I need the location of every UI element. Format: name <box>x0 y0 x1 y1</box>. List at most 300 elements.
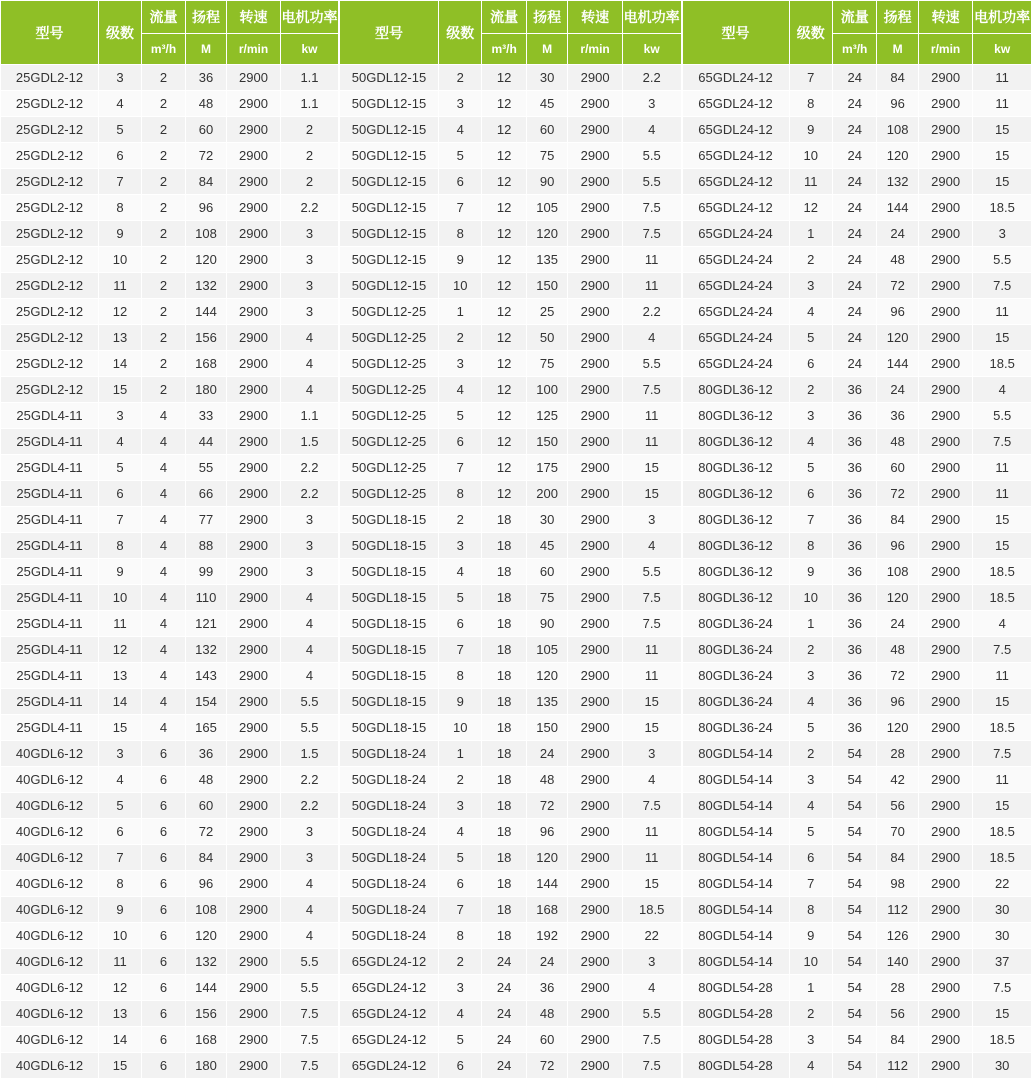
cell-power: 4 <box>973 611 1032 637</box>
cell-speed: 2900 <box>568 741 623 767</box>
cell-flow: 18 <box>482 585 526 611</box>
cell-flow: 24 <box>832 65 876 91</box>
cell-flow: 12 <box>482 169 526 195</box>
table-row <box>682 637 1032 663</box>
cell-flow: 2 <box>142 247 186 273</box>
header-row-title <box>340 1 682 34</box>
cell-flow: 6 <box>142 845 186 871</box>
cell-speed: 2900 <box>918 715 973 741</box>
cell-model: 65GDL24-24 <box>682 325 789 351</box>
cell-speed: 2900 <box>918 143 973 169</box>
cell-flow: 4 <box>142 507 186 533</box>
cell-speed: 2900 <box>918 923 973 949</box>
col-unit-power: kw <box>973 34 1032 65</box>
cell-speed: 2900 <box>568 845 623 871</box>
cell-stages: 4 <box>789 299 832 325</box>
cell-head: 60 <box>186 793 227 819</box>
cell-speed: 2900 <box>568 897 623 923</box>
cell-power: 4 <box>281 351 339 377</box>
cell-speed: 2900 <box>568 195 623 221</box>
cell-stages: 5 <box>789 819 832 845</box>
table-row <box>1 1053 339 1079</box>
cell-head: 120 <box>877 325 918 351</box>
cell-power: 30 <box>973 1053 1032 1079</box>
cell-power: 11 <box>622 663 681 689</box>
cell-model: 50GDL18-24 <box>340 793 439 819</box>
cell-stages: 9 <box>439 689 482 715</box>
cell-model: 40GDL6-12 <box>1 819 99 845</box>
cell-model: 40GDL6-12 <box>1 793 99 819</box>
cell-head: 84 <box>186 169 227 195</box>
cell-stages: 8 <box>789 897 832 923</box>
header-row-title <box>1 1 339 34</box>
cell-speed: 2900 <box>227 767 281 793</box>
cell-stages: 2 <box>789 741 832 767</box>
cell-speed: 2900 <box>918 273 973 299</box>
cell-flow: 36 <box>832 715 876 741</box>
cell-head: 200 <box>526 481 567 507</box>
col-header-head: 扬程 <box>877 1 918 34</box>
cell-power: 7.5 <box>622 377 681 403</box>
cell-stages: 1 <box>789 975 832 1001</box>
col-header-model: 型号 <box>1 1 99 65</box>
cell-speed: 2900 <box>568 793 623 819</box>
cell-stages: 3 <box>789 663 832 689</box>
table-row <box>1 247 339 273</box>
table-row <box>1 793 339 819</box>
cell-stages: 3 <box>99 65 142 91</box>
cell-flow: 2 <box>142 195 186 221</box>
table-header-block-2 <box>340 1 682 65</box>
cell-model: 25GDL2-12 <box>1 221 99 247</box>
cell-power: 5.5 <box>622 559 681 585</box>
cell-stages: 9 <box>99 897 142 923</box>
cell-stages: 12 <box>99 637 142 663</box>
cell-model: 80GDL54-28 <box>682 1053 789 1079</box>
cell-head: 70 <box>877 819 918 845</box>
table-row <box>340 897 682 923</box>
cell-head: 24 <box>877 221 918 247</box>
cell-stages: 7 <box>439 637 482 663</box>
cell-stages: 14 <box>99 351 142 377</box>
cell-power: 4 <box>281 325 339 351</box>
cell-head: 72 <box>877 273 918 299</box>
col-header-stages: 级数 <box>99 1 142 65</box>
cell-flow: 12 <box>482 299 526 325</box>
cell-stages: 14 <box>99 1027 142 1053</box>
cell-flow: 36 <box>832 377 876 403</box>
cell-flow: 6 <box>142 897 186 923</box>
cell-model: 80GDL36-12 <box>682 507 789 533</box>
cell-model: 80GDL36-24 <box>682 715 789 741</box>
table-row <box>682 247 1032 273</box>
cell-head: 24 <box>877 611 918 637</box>
table-row <box>340 429 682 455</box>
table-row <box>340 247 682 273</box>
cell-speed: 2900 <box>568 871 623 897</box>
cell-model: 40GDL6-12 <box>1 1053 99 1079</box>
cell-stages: 8 <box>789 91 832 117</box>
cell-speed: 2900 <box>568 117 623 143</box>
cell-flow: 12 <box>482 351 526 377</box>
table-row <box>682 299 1032 325</box>
cell-flow: 18 <box>482 897 526 923</box>
table-row <box>340 403 682 429</box>
cell-head: 30 <box>526 65 567 91</box>
cell-power: 3 <box>622 949 681 975</box>
cell-model: 65GDL24-12 <box>340 1027 439 1053</box>
table-row <box>1 533 339 559</box>
cell-model: 25GDL4-11 <box>1 689 99 715</box>
cell-speed: 2900 <box>918 975 973 1001</box>
cell-head: 24 <box>526 949 567 975</box>
cell-model: 80GDL54-14 <box>682 819 789 845</box>
cell-head: 90 <box>526 169 567 195</box>
cell-speed: 2900 <box>568 559 623 585</box>
cell-model: 25GDL4-11 <box>1 663 99 689</box>
cell-power: 5.5 <box>281 689 339 715</box>
cell-speed: 2900 <box>568 325 623 351</box>
table-row <box>340 299 682 325</box>
cell-stages: 2 <box>789 377 832 403</box>
cell-head: 112 <box>877 1053 918 1079</box>
cell-head: 156 <box>186 325 227 351</box>
cell-model: 40GDL6-12 <box>1 741 99 767</box>
cell-power: 15 <box>622 715 681 741</box>
cell-power: 15 <box>973 117 1032 143</box>
table-row <box>340 637 682 663</box>
cell-model: 80GDL54-14 <box>682 949 789 975</box>
cell-flow: 6 <box>142 741 186 767</box>
cell-power: 3 <box>622 741 681 767</box>
table-row <box>682 221 1032 247</box>
cell-stages: 15 <box>99 715 142 741</box>
cell-flow: 24 <box>832 169 876 195</box>
cell-model: 25GDL2-12 <box>1 247 99 273</box>
cell-stages: 10 <box>99 923 142 949</box>
cell-flow: 12 <box>482 117 526 143</box>
cell-stages: 2 <box>439 767 482 793</box>
cell-power: 11 <box>622 403 681 429</box>
cell-head: 150 <box>526 273 567 299</box>
col-unit-flow: m³/h <box>832 34 876 65</box>
cell-power: 5.5 <box>973 247 1032 273</box>
cell-flow: 18 <box>482 611 526 637</box>
table-row <box>682 715 1032 741</box>
cell-speed: 2900 <box>568 273 623 299</box>
cell-speed: 2900 <box>918 221 973 247</box>
cell-power: 11 <box>973 455 1032 481</box>
cell-model: 50GDL18-15 <box>340 533 439 559</box>
cell-stages: 3 <box>789 1027 832 1053</box>
cell-stages: 11 <box>99 949 142 975</box>
cell-flow: 12 <box>482 143 526 169</box>
cell-flow: 18 <box>482 923 526 949</box>
table-row <box>340 273 682 299</box>
cell-speed: 2900 <box>227 247 281 273</box>
cell-stages: 10 <box>789 585 832 611</box>
cell-power: 2.2 <box>622 65 681 91</box>
cell-stages: 6 <box>99 819 142 845</box>
cell-stages: 7 <box>789 65 832 91</box>
cell-head: 120 <box>877 585 918 611</box>
table-row <box>1 819 339 845</box>
cell-flow: 24 <box>832 351 876 377</box>
cell-flow: 54 <box>832 767 876 793</box>
table-row <box>1 117 339 143</box>
cell-stages: 6 <box>439 611 482 637</box>
cell-speed: 2900 <box>568 143 623 169</box>
cell-head: 55 <box>186 455 227 481</box>
cell-model: 80GDL54-28 <box>682 975 789 1001</box>
table-row <box>1 299 339 325</box>
table-row <box>1 637 339 663</box>
table-header-block-3 <box>682 1 1032 65</box>
cell-head: 108 <box>186 221 227 247</box>
cell-model: 40GDL6-12 <box>1 871 99 897</box>
cell-head: 48 <box>186 767 227 793</box>
cell-speed: 2900 <box>568 247 623 273</box>
table-row <box>682 455 1032 481</box>
cell-model: 65GDL24-12 <box>682 65 789 91</box>
cell-stages: 10 <box>99 585 142 611</box>
cell-stages: 1 <box>439 741 482 767</box>
cell-power: 15 <box>973 169 1032 195</box>
table-row <box>682 871 1032 897</box>
cell-stages: 5 <box>439 585 482 611</box>
cell-speed: 2900 <box>227 299 281 325</box>
cell-model: 25GDL2-12 <box>1 273 99 299</box>
cell-flow: 2 <box>142 117 186 143</box>
cell-power: 18.5 <box>973 715 1032 741</box>
cell-head: 100 <box>526 377 567 403</box>
cell-speed: 2900 <box>568 949 623 975</box>
cell-flow: 6 <box>142 1053 186 1079</box>
cell-stages: 13 <box>99 325 142 351</box>
cell-power: 18.5 <box>973 819 1032 845</box>
cell-stages: 7 <box>789 507 832 533</box>
cell-power: 18.5 <box>973 351 1032 377</box>
table-row <box>1 845 339 871</box>
cell-speed: 2900 <box>227 221 281 247</box>
cell-flow: 24 <box>832 117 876 143</box>
cell-model: 80GDL36-12 <box>682 403 789 429</box>
col-header-flow: 流量 <box>832 1 876 34</box>
cell-flow: 4 <box>142 481 186 507</box>
cell-head: 72 <box>526 1053 567 1079</box>
cell-power: 5.5 <box>622 351 681 377</box>
cell-model: 40GDL6-12 <box>1 845 99 871</box>
cell-head: 144 <box>877 195 918 221</box>
cell-power: 2.2 <box>281 793 339 819</box>
cell-stages: 3 <box>99 741 142 767</box>
cell-head: 144 <box>877 351 918 377</box>
cell-power: 3 <box>281 819 339 845</box>
cell-power: 2.2 <box>281 195 339 221</box>
cell-speed: 2900 <box>918 169 973 195</box>
cell-head: 192 <box>526 923 567 949</box>
cell-stages: 3 <box>439 533 482 559</box>
cell-model: 65GDL24-24 <box>682 273 789 299</box>
cell-speed: 2900 <box>568 377 623 403</box>
cell-power: 2.2 <box>281 767 339 793</box>
cell-power: 15 <box>973 793 1032 819</box>
cell-power: 7.5 <box>622 1027 681 1053</box>
cell-flow: 36 <box>832 429 876 455</box>
table-row <box>1 195 339 221</box>
cell-model: 50GDL18-15 <box>340 559 439 585</box>
table-row <box>1 403 339 429</box>
cell-stages: 2 <box>789 637 832 663</box>
table-row <box>340 949 682 975</box>
cell-power: 3 <box>973 221 1032 247</box>
cell-model: 40GDL6-12 <box>1 767 99 793</box>
cell-stages: 7 <box>99 507 142 533</box>
cell-head: 132 <box>186 273 227 299</box>
cell-power: 3 <box>281 273 339 299</box>
col-header-speed: 转速 <box>227 1 281 34</box>
cell-power: 7.5 <box>622 1053 681 1079</box>
table-row <box>682 585 1032 611</box>
cell-speed: 2900 <box>227 845 281 871</box>
cell-head: 120 <box>186 923 227 949</box>
cell-flow: 12 <box>482 377 526 403</box>
cell-speed: 2900 <box>918 247 973 273</box>
cell-stages: 3 <box>99 403 142 429</box>
cell-speed: 2900 <box>227 611 281 637</box>
col-header-model: 型号 <box>340 1 439 65</box>
cell-power: 7.5 <box>973 741 1032 767</box>
cell-model: 65GDL24-12 <box>682 169 789 195</box>
cell-model: 50GDL18-24 <box>340 897 439 923</box>
cell-model: 50GDL12-15 <box>340 247 439 273</box>
cell-model: 50GDL12-25 <box>340 299 439 325</box>
cell-stages: 8 <box>99 533 142 559</box>
cell-model: 65GDL24-24 <box>682 299 789 325</box>
cell-head: 120 <box>526 221 567 247</box>
cell-head: 60 <box>186 117 227 143</box>
cell-power: 11 <box>622 429 681 455</box>
cell-stages: 15 <box>99 377 142 403</box>
cell-model: 65GDL24-12 <box>340 1001 439 1027</box>
cell-flow: 54 <box>832 741 876 767</box>
cell-power: 4 <box>622 533 681 559</box>
cell-stages: 3 <box>439 975 482 1001</box>
cell-power: 4 <box>281 377 339 403</box>
cell-speed: 2900 <box>918 403 973 429</box>
cell-head: 48 <box>877 247 918 273</box>
table-row <box>340 65 682 91</box>
cell-model: 80GDL36-12 <box>682 533 789 559</box>
table-row <box>340 793 682 819</box>
cell-stages: 13 <box>99 1001 142 1027</box>
cell-power: 30 <box>973 923 1032 949</box>
cell-model: 65GDL24-24 <box>682 351 789 377</box>
table-row <box>682 689 1032 715</box>
cell-speed: 2900 <box>918 871 973 897</box>
table-row <box>340 767 682 793</box>
cell-power: 5.5 <box>281 975 339 1001</box>
table-row <box>682 819 1032 845</box>
cell-head: 108 <box>877 117 918 143</box>
cell-head: 120 <box>526 663 567 689</box>
cell-stages: 3 <box>789 767 832 793</box>
cell-power: 30 <box>973 897 1032 923</box>
cell-speed: 2900 <box>918 533 973 559</box>
table-row <box>1 169 339 195</box>
cell-stages: 4 <box>99 429 142 455</box>
cell-model: 80GDL54-28 <box>682 1027 789 1053</box>
cell-model: 80GDL36-24 <box>682 689 789 715</box>
cell-speed: 2900 <box>568 351 623 377</box>
cell-power: 11 <box>622 845 681 871</box>
col-header-stages: 级数 <box>789 1 832 65</box>
cell-stages: 9 <box>789 559 832 585</box>
cell-speed: 2900 <box>568 585 623 611</box>
cell-head: 135 <box>526 247 567 273</box>
cell-stages: 3 <box>789 403 832 429</box>
cell-flow: 18 <box>482 793 526 819</box>
cell-flow: 36 <box>832 559 876 585</box>
table-row <box>1 767 339 793</box>
cell-head: 168 <box>186 1027 227 1053</box>
spec-table-block-3 <box>682 0 1032 1079</box>
cell-head: 25 <box>526 299 567 325</box>
table-row <box>340 117 682 143</box>
cell-model: 50GDL18-15 <box>340 637 439 663</box>
table-row <box>1 481 339 507</box>
cell-power: 3 <box>622 91 681 117</box>
cell-head: 126 <box>877 923 918 949</box>
cell-head: 180 <box>186 377 227 403</box>
cell-head: 132 <box>186 637 227 663</box>
cell-head: 56 <box>877 1001 918 1027</box>
cell-flow: 54 <box>832 1001 876 1027</box>
table-row <box>682 377 1032 403</box>
cell-speed: 2900 <box>918 689 973 715</box>
cell-stages: 8 <box>439 221 482 247</box>
cell-stages: 6 <box>789 845 832 871</box>
cell-power: 15 <box>622 455 681 481</box>
col-unit-speed: r/min <box>568 34 623 65</box>
cell-stages: 6 <box>439 871 482 897</box>
cell-speed: 2900 <box>227 949 281 975</box>
cell-speed: 2900 <box>568 1027 623 1053</box>
cell-head: 96 <box>877 533 918 559</box>
cell-stages: 11 <box>789 169 832 195</box>
cell-speed: 2900 <box>918 429 973 455</box>
cell-flow: 36 <box>832 663 876 689</box>
cell-model: 50GDL18-15 <box>340 689 439 715</box>
cell-model: 80GDL36-12 <box>682 481 789 507</box>
cell-power: 1.1 <box>281 65 339 91</box>
cell-head: 135 <box>526 689 567 715</box>
cell-head: 77 <box>186 507 227 533</box>
cell-stages: 12 <box>99 299 142 325</box>
cell-power: 18.5 <box>973 195 1032 221</box>
cell-speed: 2900 <box>918 1001 973 1027</box>
cell-stages: 5 <box>99 117 142 143</box>
table-row <box>682 325 1032 351</box>
cell-stages: 6 <box>789 351 832 377</box>
cell-speed: 2900 <box>568 767 623 793</box>
cell-head: 175 <box>526 455 567 481</box>
cell-flow: 24 <box>832 91 876 117</box>
cell-model: 40GDL6-12 <box>1 1001 99 1027</box>
table-row <box>340 377 682 403</box>
table-row <box>340 741 682 767</box>
cell-speed: 2900 <box>568 481 623 507</box>
